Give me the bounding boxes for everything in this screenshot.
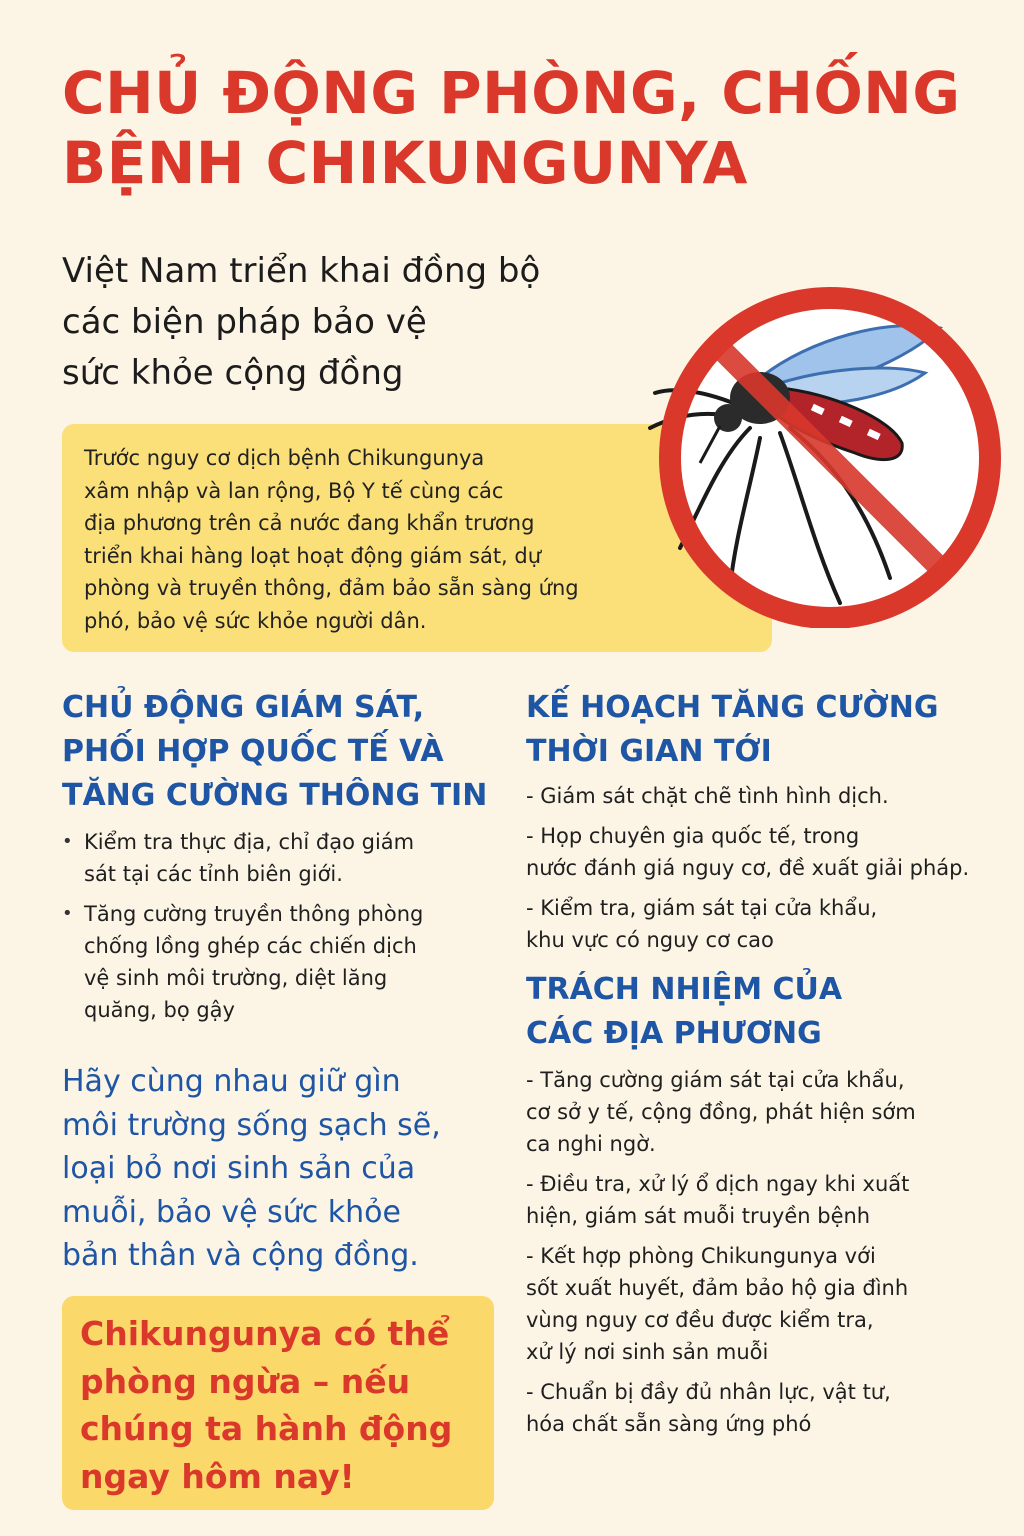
list-item-line: chống lồng ghép các chiến dịch: [84, 934, 417, 958]
title-line: CHỦ ĐỘNG PHÒNG, CHỐNG: [62, 59, 961, 127]
list-item-line: sốt xuất huyết, đảm bảo hộ gia đình: [526, 1276, 909, 1300]
subtitle-line: Việt Nam triển khai đồng bộ: [62, 251, 541, 291]
section-heading-duties: [526, 968, 842, 1056]
call-line: loại bỏ nơi sinh sản của: [62, 1151, 416, 1186]
list-item-line: khu vực có nguy cơ cao: [526, 928, 774, 952]
list-item: [526, 1376, 996, 1440]
plan-list: [526, 780, 996, 964]
intro-line: địa phương trên cả nước đang khẩn trương: [84, 511, 535, 535]
heading-line: THỜI GIAN TỚI: [526, 734, 772, 769]
heading-line: TRÁCH NHIỆM CỦA: [526, 972, 843, 1007]
list-item-line: quăng, bọ gậy: [84, 998, 235, 1022]
heading-line: CÁC ĐỊA PHƯƠNG: [526, 1016, 822, 1051]
list-item-line: - Tăng cường giám sát tại cửa khẩu,: [526, 1068, 905, 1092]
section-heading-monitoring: [62, 686, 487, 818]
no-mosquito-icon: [640, 258, 1010, 628]
list-item-line: • Tăng cường truyền thông phòng: [84, 902, 424, 926]
list-item-line: cơ sở y tế, cộng đồng, phát hiện sớm: [526, 1100, 916, 1124]
call-line: muỗi, bảo vệ sức khỏe: [62, 1194, 401, 1230]
intro-line: xâm nhập và lan rộng, Bộ Y tế cùng các: [84, 478, 504, 503]
list-item-line: hóa chất sẵn sàng ứng phó: [526, 1412, 812, 1436]
slogan-line: ngay hôm nay!: [80, 1456, 355, 1496]
list-item-line: vệ sinh môi trường, diệt lăng: [84, 966, 388, 990]
heading-line: KẾ HOẠCH TĂNG CƯỜNG: [526, 690, 939, 725]
list-item: [62, 826, 502, 890]
call-line: Hãy cùng nhau giữ gìn: [62, 1064, 401, 1099]
list-item-line: - Giám sát chặt chẽ tình hình dịch.: [526, 784, 889, 808]
heading-line: PHỐI HỢP QUỐC TẾ VÀ: [62, 734, 444, 769]
list-item: [526, 1240, 996, 1368]
list-item-line: ca nghi ngờ.: [526, 1132, 656, 1156]
heading-line: CHỦ ĐỘNG GIÁM SÁT,: [62, 690, 425, 725]
page-title: [62, 58, 1002, 198]
list-item-line: - Kết hợp phòng Chikungunya với: [526, 1244, 876, 1268]
slogan-box: [62, 1296, 494, 1510]
call-line: bản thân và cộng đồng.: [62, 1238, 419, 1273]
list-item-line: - Chuẩn bị đầy đủ nhân lực, vật tư,: [526, 1380, 891, 1404]
section-heading-plan: [526, 686, 938, 774]
list-item-line: vùng nguy cơ đều được kiểm tra,: [526, 1308, 874, 1332]
list-item: [526, 1064, 996, 1160]
list-item-line: sát tại các tỉnh biên giới.: [84, 862, 343, 886]
list-item-line: - Họp chuyên gia quốc tế, trong: [526, 824, 860, 848]
monitoring-list: [62, 826, 502, 1034]
list-item-line: xử lý nơi sinh sản muỗi: [526, 1340, 769, 1364]
list-item-line: nước đánh giá nguy cơ, đề xuất giải pháp.: [526, 856, 970, 880]
list-item: [526, 780, 996, 812]
intro-line: triển khai hàng loạt hoạt động giám sát, dự: [84, 543, 542, 568]
list-item-line: - Điều tra, xử lý ổ dịch ngay khi xuất: [526, 1172, 910, 1196]
list-item: [526, 892, 996, 956]
title-line: BỆNH CHIKUNGUNYA: [62, 129, 748, 197]
slogan-line: Chikungunya có thể: [80, 1314, 450, 1353]
list-item-line: - Kiểm tra, giám sát tại cửa khẩu,: [526, 896, 878, 920]
call-to-action: [62, 1060, 502, 1278]
duties-list: [526, 1064, 996, 1448]
list-item-line: hiện, giám sát muỗi truyền bệnh: [526, 1204, 871, 1228]
list-item-line: • Kiểm tra thực địa, chỉ đạo giám: [84, 830, 415, 854]
slogan-line: chúng ta hành động: [80, 1409, 453, 1448]
subtitle-line: sức khỏe cộng đồng: [62, 353, 404, 393]
list-item: [526, 820, 996, 884]
subtitle-line: các biện pháp bảo vệ: [62, 302, 427, 342]
call-line: môi trường sống sạch sẽ,: [62, 1107, 441, 1143]
intro-line: phó, bảo vệ sức khỏe người dân.: [84, 608, 427, 633]
intro-line: Trước nguy cơ dịch bệnh Chikungunya: [84, 446, 485, 470]
intro-line: phòng và truyền thông, đảm bảo sẵn sàng ứng: [84, 576, 579, 600]
list-item: [526, 1168, 996, 1232]
subtitle: [62, 246, 662, 399]
heading-line: TĂNG CƯỜNG THÔNG TIN: [62, 778, 488, 813]
slogan-line: phòng ngừa – nếu: [80, 1361, 411, 1401]
list-item: [62, 898, 502, 1026]
